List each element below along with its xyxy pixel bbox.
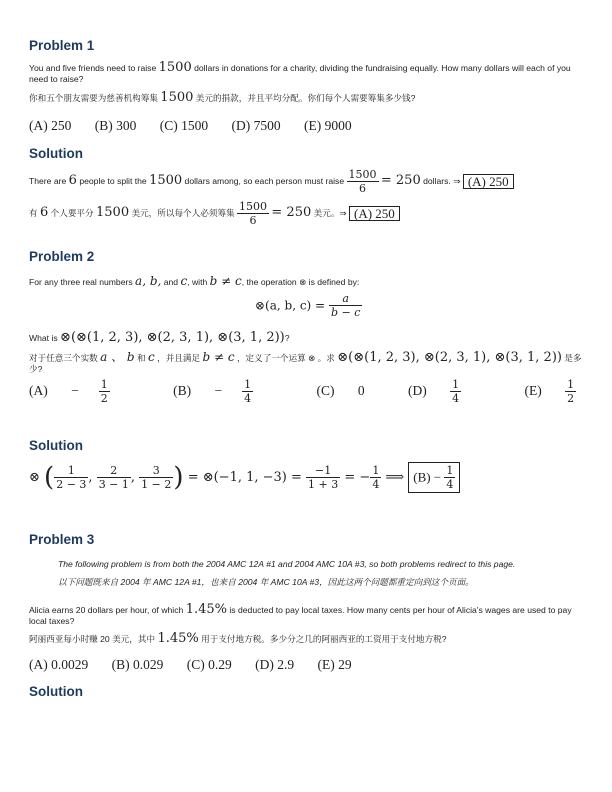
choice-e: (E) 29 — [317, 657, 352, 672]
operation-definition: ⊗(a, b, c) = $\frac{a}{b - c}$ — [255, 292, 361, 319]
problem-2-question-en: For any three real numbers a, b, and c, with b ≠ c, the operation ⊗ is defined by: — [29, 274, 360, 288]
problem-2-what-en: What is ⊗(⊗(1, 2, 3), ⊗(2, 3, 1), ⊗(3, 1, 2))? — [29, 330, 290, 345]
problem-1-solution-en: There are 6 people to split the 1500 dollars among, so each person must raise $\frac{1500}{6}$ = 250 dollars. ⇒ (A) 250 — [29, 168, 585, 195]
problem-3-note-en: The following problem is from both the 2004 AMC 12A #1 and 2004 AMC 10A #3, so both problems redirect to this page. — [58, 559, 516, 569]
problem-1-solution-zh: 有 6 个人要平分 1500 美元，所以每个人必须筹集 $\frac{1500}{6}$ = 250 美元。⇒ (A) 250 — [29, 200, 585, 227]
choice-b: (B) 300 — [94, 118, 137, 133]
problem-1-solution-heading: Solution — [29, 146, 83, 161]
problem-1-choices — [29, 118, 372, 134]
choice-c: (C) 0.29 — [186, 657, 232, 672]
choice-b: (B) 0.029 — [111, 657, 164, 672]
boxed-answer: (B) − $\frac{1}{4}$ — [408, 462, 460, 493]
choice-a: (A) 250 — [29, 118, 72, 133]
fraction: $\frac{a}{b - c}$ — [330, 292, 361, 319]
choice-d: (D) 2.9 — [255, 657, 295, 672]
problem-2-solution-heading: Solution — [29, 438, 83, 453]
choice-e: (E) 9000 — [304, 118, 352, 133]
problem-3-solution-heading: Solution — [29, 684, 83, 699]
choice-e: (E) $\frac{1}{2}$ — [524, 378, 575, 405]
problem-3-question-en: Alicia earns 20 dollars per hour, of which 1.45% is deducted to pay local taxes. How many cents per hour of Alicia's wages are used to pay local taxes? — [29, 602, 572, 626]
choice-b: (B) − $\frac{1}{4}$ — [173, 378, 252, 405]
choice-c: (C) 1500 — [159, 118, 209, 133]
boxed-answer: (A) 250 — [349, 206, 400, 221]
boxed-answer: (A) 250 — [463, 174, 514, 189]
problem-2-choices — [29, 378, 612, 405]
problem-3-question-zh: 阿丽西亚每小时赚 20 美元，其中 1.45% 用于支付地方税。多少分之几的阿丽西亚的工资用于支付地方税? — [29, 631, 447, 646]
problem-3-note-zh: 以下问题既来自 2004 年 AMC 12A #1，也来自 2004 年 AMC 10A #3，因此这两个问题都重定向到这个页面。 — [58, 577, 474, 587]
problem-2-solution-equation: ⊗ ( $\frac{1}{2 - 3}$ , $\frac{2}{3 - 1}$ , $\frac{3}{1 - 2}$ ) = ⊗(−1, 1, −3) = $\frac{-1}{1 + 3}$ = − $\frac{1}{4}$ ⟹ (B) − $\frac{1}{4}$ — [29, 462, 460, 493]
problem-1-question-en: You and five friends need to raise 1500 dollars in donations for a charity, dividing the fundraising equally. How many dollars will each of you need to raise? — [29, 60, 571, 84]
choice-d: (D) 7500 — [231, 118, 281, 133]
choice-a: (A) − $\frac{1}{2}$ — [29, 378, 108, 405]
problem-1-question-zh: 你和五个朋友需要为慈善机构筹集 1500 美元的捐款，并且平均分配。你们每个人需要筹集多少钱? — [29, 90, 416, 105]
problem-3-heading: Problem 3 — [29, 532, 95, 547]
problem-2-question-zh: 对于任意三个实数 a 、 b 和 c ，并且满足 b ≠ c ，定义了一个运算 ⊗ 。求 ⊗(⊗(1, 2, 3), ⊗(2, 3, 1), ⊗(3, 1, 2)) 是多少? — [29, 350, 582, 374]
problem-1-heading: Problem 1 — [29, 38, 95, 53]
choice-c: (C) 0 — [316, 382, 365, 398]
choice-a: (A) 0.0029 — [29, 657, 89, 672]
problem-3-choices — [29, 657, 372, 673]
fraction: $\frac{1500}{6}$ — [348, 168, 377, 195]
choice-d: (D) $\frac{1}{4}$ — [408, 378, 460, 405]
problem-2-heading: Problem 2 — [29, 249, 95, 264]
fraction: $\frac{1500}{6}$ — [239, 200, 268, 227]
